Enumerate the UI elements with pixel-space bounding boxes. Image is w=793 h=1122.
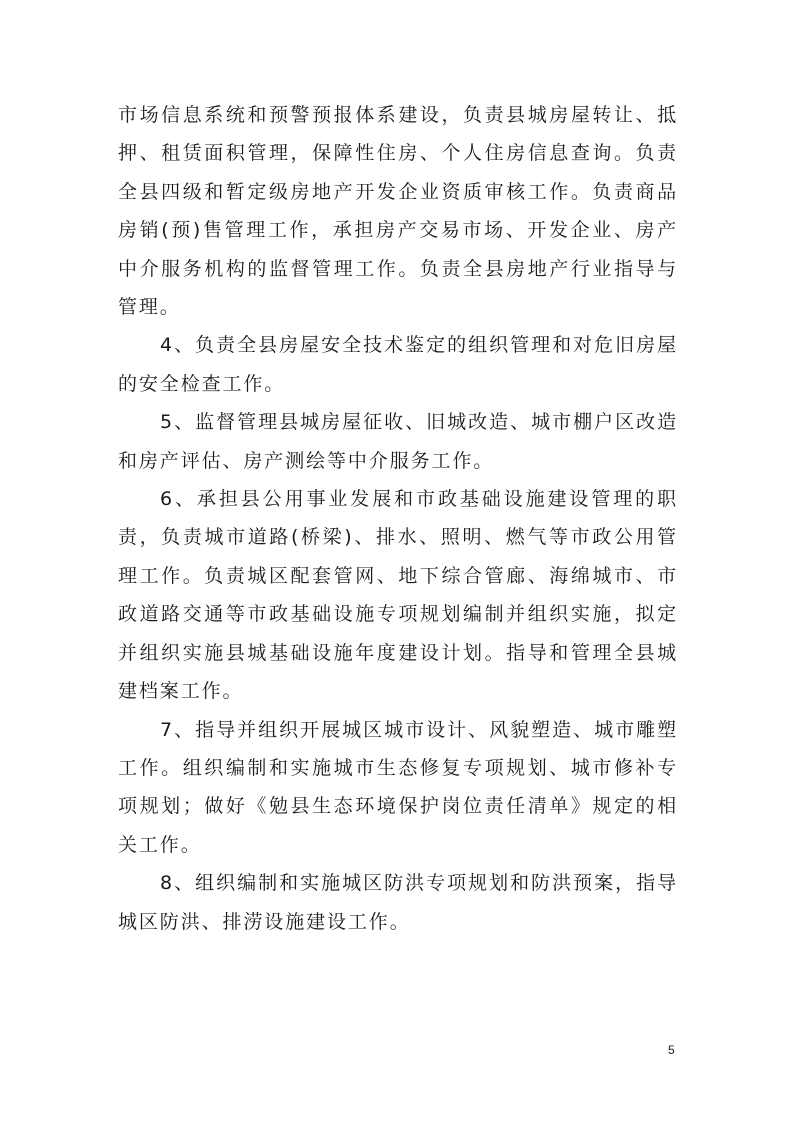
page-number: 5	[668, 1043, 675, 1057]
document-body	[118, 96, 678, 941]
paragraph-continued: 市场信息系统和预警预报体系建设，负责县城房屋转让、抵押、租赁面积管理，保障性住房、个人住房信息查询。负责全县四级和暂定级房地产开发企业资质审核工作。负责商品房销(预)售管理工作，承担房产交易市场、开发企业、房产中介服务机构的监督管理工作。负责全县房地产行业指导与管理。	[118, 104, 678, 319]
paragraph-item-7: 7、指导并组织开展城区城市设计、风貌塑造、城市雕塑工作。组织编制和实施城市生态修复专项规划、城市修补专项规划；做好《勉县生态环境保护岗位责任清单》规定的相关工作。	[118, 718, 678, 856]
paragraph-item-4: 4、负责全县房屋安全技术鉴定的组织管理和对危旧房屋的安全检查工作。	[118, 334, 678, 395]
paragraph-item-5: 5、监督管理县城房屋征收、旧城改造、城市棚户区改造和房产评估、房产测绘等中介服务工作。	[118, 411, 678, 472]
paragraph-item-6: 6、承担县公用事业发展和市政基础设施建设管理的职责，负责城市道路(桥梁)、排水、照明、燃气等市政公用管理工作。负责城区配套管网、地下综合管廊、海绵城市、市政道路交通等市政基础设施专项规划编制并组织实施，拟定并组织实施县城基础设施年度建设计划。指导和管理全县城建档案工作。	[118, 488, 678, 703]
paragraph-item-8: 8、组织编制和实施城区防洪专项规划和防洪预案，指导城区防洪、排涝设施建设工作。	[118, 872, 678, 933]
